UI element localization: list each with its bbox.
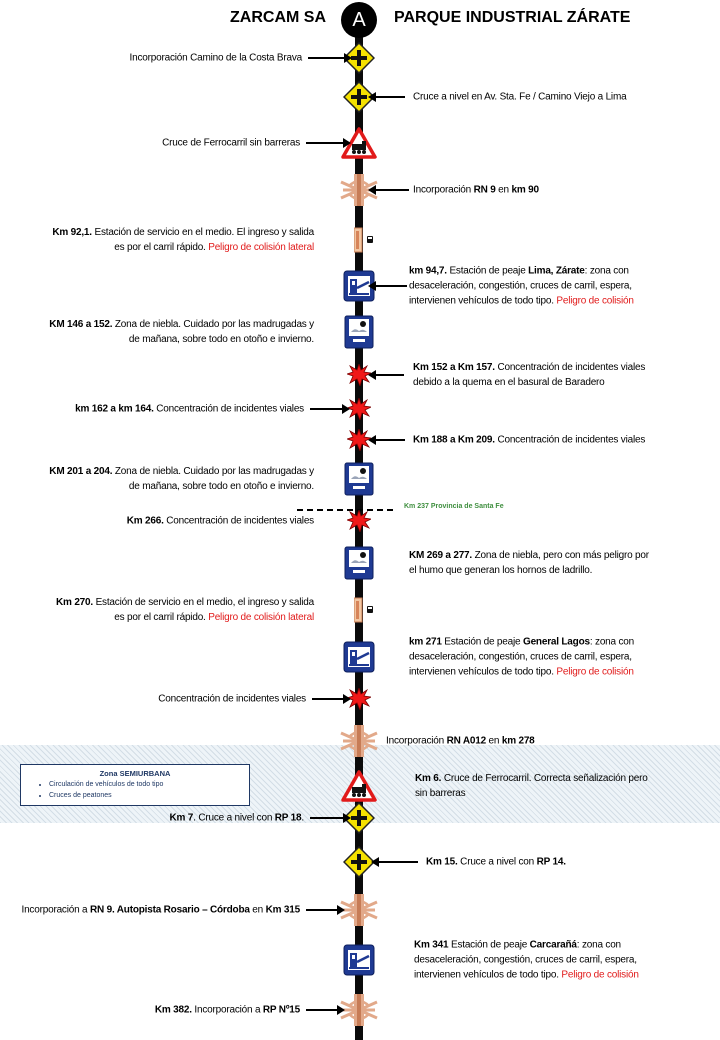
event-label — [162, 136, 300, 151]
event-label-line: es por el carril rápido. Peligro de colisión lateral — [114, 242, 314, 253]
event-label-line: Km 7. Cruce a nivel con RP 18. — [169, 812, 304, 824]
event-label — [409, 635, 634, 680]
event-label-line: KM 201 a 204. Zona de niebla. Cuidado por las madrugadas y — [49, 466, 314, 477]
event-label-line: KM 269 a 277. Zona de niebla, pero con más peligro por — [409, 550, 649, 561]
fuel-station-icon — [354, 597, 376, 623]
event-label — [414, 938, 639, 983]
event-label-line: Concentración de incidentes viales — [158, 693, 306, 705]
fog-weather-icon — [344, 546, 374, 580]
interchange-icon — [339, 994, 379, 1026]
event-label-line: es por el carril rápido. Peligro de colisión lateral — [114, 612, 314, 623]
pointer-arrow — [375, 189, 409, 191]
event-label — [56, 595, 314, 625]
event-label-line: KM 146 a 152. Zona de niebla. Cuidado por las madrugadas y — [49, 319, 314, 330]
event-label-line: Km 382. Incorporación a RP Nº15 — [154, 1004, 300, 1016]
semiurban-legend — [20, 764, 250, 806]
legend-list — [41, 779, 163, 801]
interchange-icon — [339, 725, 379, 757]
event-label-line: de mañana, sobre todo en otoño e invierno. — [128, 334, 314, 345]
incident-burst-icon — [347, 398, 371, 420]
pointer-arrow — [375, 285, 407, 287]
event-label — [155, 1003, 300, 1018]
pointer-arrow — [310, 817, 344, 819]
event-label — [426, 855, 566, 870]
event-label — [52, 225, 314, 255]
pointer-arrow — [378, 861, 418, 863]
toll-booth-icon — [343, 641, 375, 673]
event-label — [386, 734, 535, 749]
event-label — [21, 903, 300, 918]
event-label — [158, 692, 306, 707]
event-label-line: Incorporación a RN 9. Autopista Rosario – Córdoba en Km 315 — [21, 904, 300, 916]
interchange-icon — [339, 894, 379, 926]
destination-title: PARQUE INDUSTRIAL ZÁRATE — [394, 9, 631, 26]
pointer-arrow — [375, 439, 405, 441]
event-label — [130, 51, 303, 66]
event-label — [413, 433, 645, 448]
event-label-line: Km 188 a Km 209. Concentración de incidentes viales — [413, 434, 646, 446]
event-label-line: desaceleración, congestión, cruces de carril, espera, — [409, 651, 632, 663]
event-label — [409, 264, 634, 309]
event-label-line: Km 341 Estación de peaje Carcarañá: zona con — [414, 939, 621, 951]
event-label-line: desaceleración, congestión, cruces de carril, espera, — [414, 954, 637, 966]
fog-weather-icon — [344, 462, 374, 496]
province-boundary-line — [297, 509, 393, 511]
event-label — [413, 183, 539, 198]
event-label-line: km 94,7. Estación de peaje Lima, Zárate: zona con — [409, 265, 629, 277]
event-label-line: Cruce de Ferrocarril sin barreras — [162, 137, 300, 149]
event-label-line: intervienen vehículos de todo tipo. Peligro de colisión — [409, 295, 634, 307]
pointer-arrow — [306, 909, 338, 911]
pointer-arrow — [306, 142, 344, 144]
pointer-arrow — [310, 408, 343, 410]
province-boundary-label: Km 237 Provincia de Santa Fe — [404, 503, 504, 510]
event-label-line: Km 266. Concentración de incidentes viales — [126, 515, 314, 527]
legend-item: • Circulación de vehículos de todo tipo — [49, 779, 163, 790]
incident-burst-icon — [347, 510, 371, 532]
fog-weather-icon — [344, 315, 374, 349]
fuel-station-icon — [354, 227, 376, 253]
event-label — [415, 771, 648, 801]
pointer-arrow — [312, 698, 344, 700]
event-label-line: Incorporación RN A012 en km 278 — [386, 735, 535, 747]
event-label-line: Km 152 a Km 157. Concentración de incidentes viales — [413, 362, 646, 373]
event-label — [75, 402, 304, 417]
event-label-line: desaceleración, congestión, cruces de carril, espera, — [409, 280, 632, 292]
event-label — [170, 811, 304, 826]
event-label — [127, 514, 314, 529]
event-label — [49, 464, 314, 494]
event-label — [413, 90, 626, 105]
event-label-line: Incorporación RN 9 en km 90 — [413, 184, 539, 196]
event-label-line: sin barreras — [415, 788, 466, 799]
event-label-line: Km 270. Estación de servicio en el medio, el ingreso y salida — [56, 597, 314, 608]
event-label-line: Km 92,1. Estación de servicio en el medio. El ingreso y salida — [52, 227, 314, 238]
event-label-line: km 271 Estación de peaje General Lagos: zona con — [409, 636, 635, 648]
pointer-arrow — [308, 57, 345, 59]
legend-title: Zona SEMIURBANA — [99, 769, 171, 778]
pointer-arrow — [375, 374, 404, 376]
legend-item: • Cruces de peatones — [49, 790, 163, 801]
event-label — [49, 317, 314, 347]
railway-warning-icon — [341, 770, 377, 802]
event-label-line: Km 15. Cruce a nivel con RP 14. — [426, 856, 566, 868]
event-label-line: km 162 a km 164. Concentración de incidentes viales — [75, 403, 304, 415]
event-label-line: Incorporación Camino de la Costa Brava — [129, 52, 302, 64]
event-label-line: Cruce a nivel en Av. Sta. Fe / Camino Viejo a Lima — [413, 91, 627, 103]
toll-booth-icon — [343, 944, 375, 976]
event-label-line: Km 6. Cruce de Ferrocarril. Correcta señalización pero — [415, 773, 648, 784]
event-label-line: debido a la quema en el basural de Baradero — [413, 377, 605, 388]
event-label — [409, 548, 649, 578]
event-label-line: intervienen vehículos de todo tipo. Peligro de colisión — [414, 969, 639, 981]
event-label — [413, 360, 645, 390]
event-label-line: el humo que generan los hornos de ladrillo. — [409, 565, 593, 576]
event-label-line: de mañana, sobre todo en otoño e invierno. — [128, 481, 314, 492]
event-label-line: intervienen vehículos de todo tipo. Peligro de colisión — [409, 666, 634, 678]
origin-title: ZARCAM SA — [230, 9, 326, 26]
pointer-arrow — [306, 1009, 338, 1011]
pointer-arrow — [375, 96, 405, 98]
route-badge: A — [341, 2, 377, 38]
